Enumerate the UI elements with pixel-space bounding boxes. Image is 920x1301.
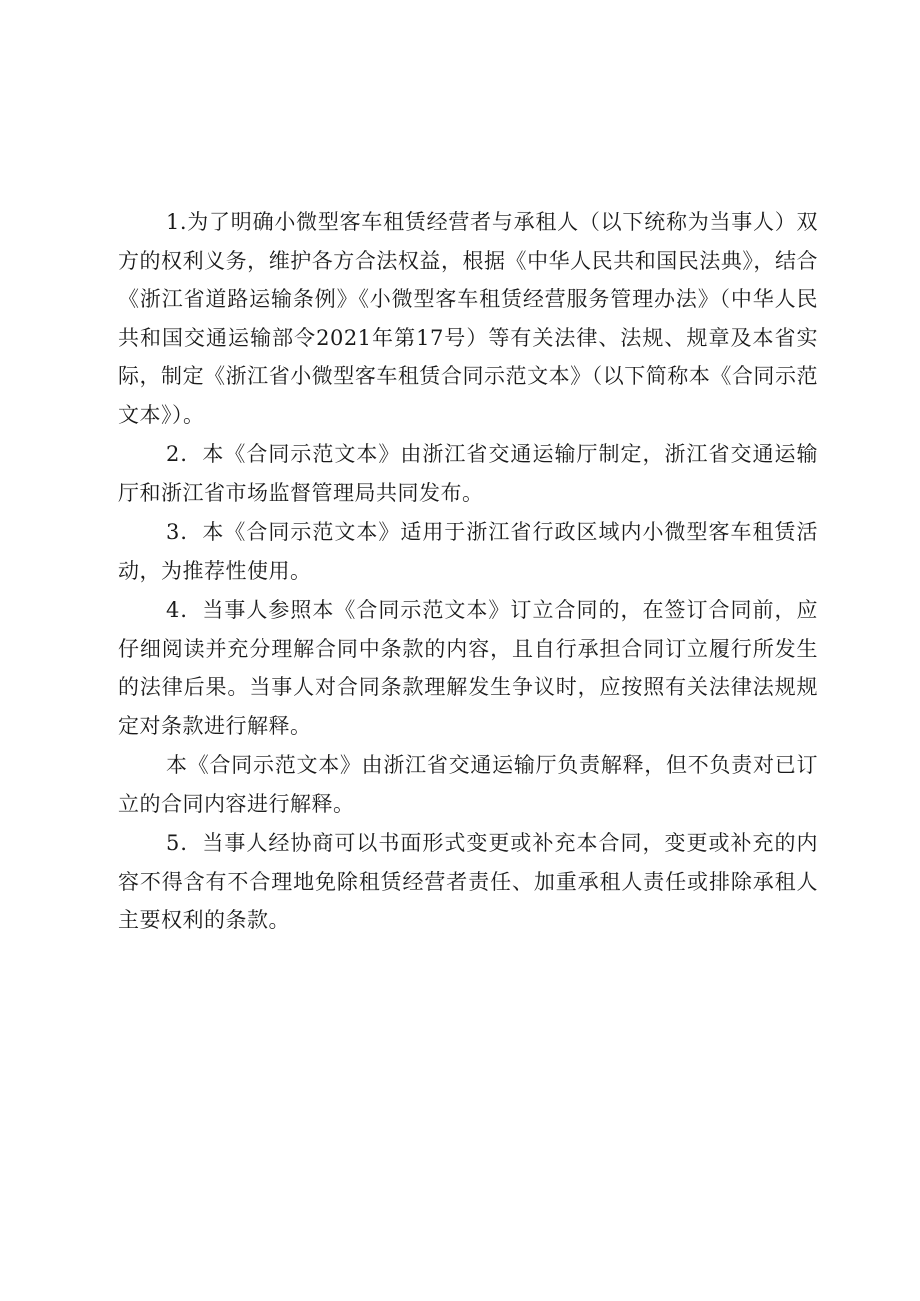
note-paragraph-4-interpretation: 本《合同示范文本》由浙江省交通运输厅负责解释，但不负责对已订立的合同内容进行解释。 — [118, 753, 818, 816]
note-paragraph-1: 1.为了明确小微型客车租赁经营者与承租人（以下统称为当事人）双方的权利义务，维护各方合法权益，根据《中华人民共和国民法典》，结合《浙江省道路运输条例》《小微型客车租赁经营服务管理办法》（中华人民共和国交通运输部令2021年第17号）等有关法律、法规、规章及本省实际，制定《浙江省小微型客车租赁合同示范文本》（以下简称本《合同示范文本》）。 — [118, 210, 818, 427]
document-body — [118, 203, 818, 941]
note-paragraph-3: 3．本《合同示范文本》适用于浙江省行政区域内小微型客车租赁活动，为推荐性使用。 — [118, 520, 818, 583]
note-paragraph-2: 2．本《合同示范文本》由浙江省交通运输厅制定，浙江省交通运输厅和浙江省市场监督管理局共同发布。 — [118, 442, 818, 505]
note-paragraph-5: 5．当事人经协商可以书面形式变更或补充本合同，变更或补充的内容不得含有不合理地免除租赁经营者责任、加重承租人责任或排除承租人主要权利的条款。 — [118, 831, 818, 932]
note-paragraph-4: 4．当事人参照本《合同示范文本》订立合同的，在签订合同前，应仔细阅读并充分理解合同中条款的内容，且自行承担合同订立履行所发生的法律后果。当事人对合同条款理解发生争议时，应按照有关法律法规规定对条款进行解释。 — [118, 598, 818, 738]
